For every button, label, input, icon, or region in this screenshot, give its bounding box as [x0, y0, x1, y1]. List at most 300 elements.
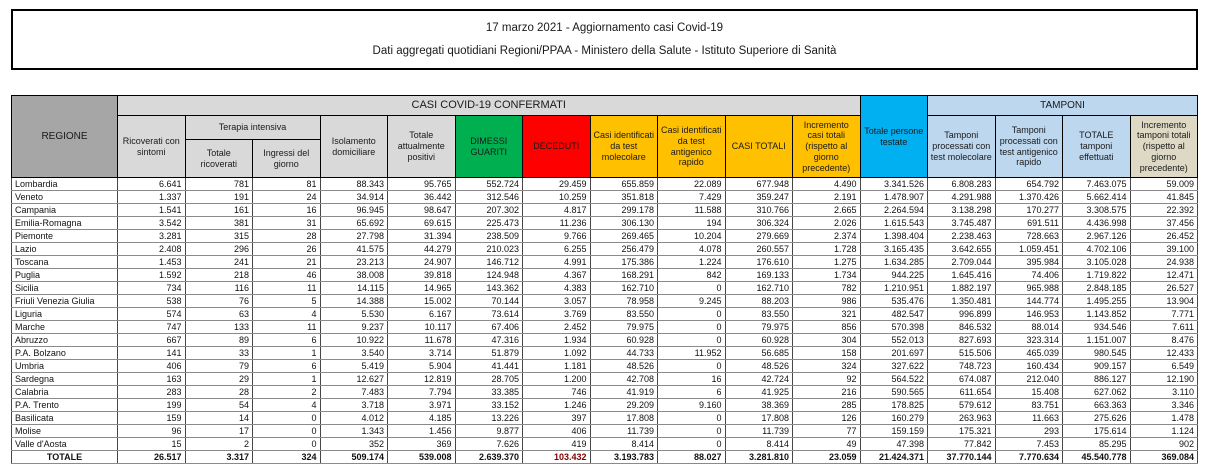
value-cell: 175.614 [1063, 425, 1131, 438]
table-header [12, 96, 1198, 178]
value-cell: 2.408 [118, 243, 186, 256]
value-cell: 4.012 [320, 412, 388, 425]
value-cell: 406 [118, 360, 186, 373]
value-cell: 2.264.594 [860, 204, 928, 217]
col-header-isolamento-domiciliare: Isolamento domiciliare [320, 116, 388, 178]
value-cell: 92 [793, 373, 861, 386]
value-cell: 6.167 [388, 308, 456, 321]
value-cell: 2.026 [793, 217, 861, 230]
value-cell: 11.739 [590, 425, 658, 438]
value-cell: 24.938 [1130, 256, 1198, 269]
value-cell: 69.615 [388, 217, 456, 230]
value-cell: 12.471 [1130, 269, 1198, 282]
value-cell: 89 [185, 334, 253, 347]
value-cell: 12.627 [320, 373, 388, 386]
value-cell: 11 [253, 321, 321, 334]
value-cell: 1.343 [320, 425, 388, 438]
value-cell: 17.808 [590, 412, 658, 425]
value-cell: 11 [253, 282, 321, 295]
value-cell: 296 [185, 243, 253, 256]
value-cell: 1.124 [1130, 425, 1198, 438]
value-cell: 934.546 [1063, 321, 1131, 334]
value-cell: 47.398 [860, 438, 928, 451]
value-cell: 1.478 [1130, 412, 1198, 425]
total-value-cell: 324 [253, 451, 321, 464]
value-cell: 260.557 [725, 243, 793, 256]
value-cell: 29.459 [523, 178, 591, 191]
value-cell: 3.110 [1130, 386, 1198, 399]
value-cell: 54 [185, 399, 253, 412]
value-cell: 579.612 [928, 399, 996, 412]
table-row [12, 412, 1198, 425]
value-cell: 88.014 [995, 321, 1063, 334]
value-cell: 515.506 [928, 347, 996, 360]
value-cell: 674.087 [928, 373, 996, 386]
value-cell: 10.117 [388, 321, 456, 334]
value-cell: 37.456 [1130, 217, 1198, 230]
value-cell: 7.429 [658, 191, 726, 204]
value-cell: 79.975 [590, 321, 658, 334]
value-cell: 88.343 [320, 178, 388, 191]
value-cell: 47.316 [455, 334, 523, 347]
value-cell: 7.483 [320, 386, 388, 399]
col-header-attualmente-positivi: Totale attualmente positivi [388, 116, 456, 178]
value-cell: 39.818 [388, 269, 456, 282]
value-cell: 4.367 [523, 269, 591, 282]
col-header-casi-test-molecolare: Casi identificati da test molecolare [590, 116, 658, 178]
value-cell: 143.362 [455, 282, 523, 295]
col-header-regione: REGIONE [12, 96, 118, 178]
table-row [12, 386, 1198, 399]
value-cell: 285 [793, 399, 861, 412]
value-cell: 279.669 [725, 230, 793, 243]
value-cell: 79.975 [725, 321, 793, 334]
value-cell: 1.634.285 [860, 256, 928, 269]
value-cell: 6.549 [1130, 360, 1198, 373]
value-cell: 73.614 [455, 308, 523, 321]
value-cell: 14.965 [388, 282, 456, 295]
value-cell: 5.530 [320, 308, 388, 321]
value-cell: 3.308.575 [1063, 204, 1131, 217]
total-value-cell: 509.174 [320, 451, 388, 464]
col-header-totale-ricoverati: Totale ricoverati [185, 140, 253, 178]
value-cell: 44.733 [590, 347, 658, 360]
value-cell: 126 [793, 412, 861, 425]
value-cell: 304 [793, 334, 861, 347]
value-cell: 1.275 [793, 256, 861, 269]
value-cell: 846.532 [928, 321, 996, 334]
value-cell: 13.904 [1130, 295, 1198, 308]
value-cell: 748.723 [928, 360, 996, 373]
value-cell: 564.522 [860, 373, 928, 386]
value-cell: 263.963 [928, 412, 996, 425]
value-cell: 986 [793, 295, 861, 308]
value-cell: 299.178 [590, 204, 658, 217]
value-cell: 9.877 [455, 425, 523, 438]
value-cell: 33.152 [455, 399, 523, 412]
value-cell: 3.165.435 [860, 243, 928, 256]
value-cell: 59.009 [1130, 178, 1198, 191]
value-cell: 95.765 [388, 178, 456, 191]
region-name: Liguria [12, 308, 118, 321]
value-cell: 395.984 [995, 256, 1063, 269]
value-cell: 369 [388, 438, 456, 451]
value-cell: 22.392 [1130, 204, 1198, 217]
value-cell: 17.808 [725, 412, 793, 425]
value-cell: 7.453 [995, 438, 1063, 451]
value-cell: 4.185 [388, 412, 456, 425]
value-cell: 351.818 [590, 191, 658, 204]
table-row [12, 256, 1198, 269]
value-cell: 0 [658, 308, 726, 321]
value-cell: 175.321 [928, 425, 996, 438]
col-header-ricoverati-con-sintomi: Ricoverati con sintomi [118, 116, 186, 178]
region-name: Sardegna [12, 373, 118, 386]
region-name: Molise [12, 425, 118, 438]
value-cell: 56.685 [725, 347, 793, 360]
value-cell: 1.092 [523, 347, 591, 360]
value-cell: 241 [185, 256, 253, 269]
value-cell: 359.247 [725, 191, 793, 204]
value-cell: 29 [185, 373, 253, 386]
value-cell: 5.662.414 [1063, 191, 1131, 204]
region-name: Basilicata [12, 412, 118, 425]
value-cell: 8.414 [590, 438, 658, 451]
value-cell: 178.825 [860, 399, 928, 412]
value-cell: 2.238.463 [928, 230, 996, 243]
value-cell: 1.615.543 [860, 217, 928, 230]
value-cell: 2.709.044 [928, 256, 996, 269]
value-cell: 11.739 [725, 425, 793, 438]
region-name: Toscana [12, 256, 118, 269]
total-row [12, 451, 1198, 464]
value-cell: 627.062 [1063, 386, 1131, 399]
value-cell: 28 [185, 386, 253, 399]
value-cell: 175.386 [590, 256, 658, 269]
col-header-tamponi-molecolare: Tamponi processati con test molecolare [928, 116, 996, 178]
total-value-cell: 3.281.810 [725, 451, 793, 464]
value-cell: 42.724 [725, 373, 793, 386]
region-name: Puglia [12, 269, 118, 282]
value-cell: 207.302 [455, 204, 523, 217]
value-cell: 611.654 [928, 386, 996, 399]
value-cell: 4.436.998 [1063, 217, 1131, 230]
value-cell: 2.452 [523, 321, 591, 334]
value-cell: 2.665 [793, 204, 861, 217]
value-cell: 535.476 [860, 295, 928, 308]
value-cell: 9.160 [658, 399, 726, 412]
value-cell: 13.226 [455, 412, 523, 425]
table-row [12, 347, 1198, 360]
value-cell: 352 [320, 438, 388, 451]
value-cell: 3.971 [388, 399, 456, 412]
value-cell: 0 [253, 412, 321, 425]
value-cell: 3.745.487 [928, 217, 996, 230]
total-value-cell: 3.193.783 [590, 451, 658, 464]
value-cell: 667 [118, 334, 186, 347]
value-cell: 5.904 [388, 360, 456, 373]
value-cell: 26.527 [1130, 282, 1198, 295]
value-cell: 17 [185, 425, 253, 438]
total-value-cell: 21.424.371 [860, 451, 928, 464]
value-cell: 210.023 [455, 243, 523, 256]
value-cell: 9.766 [523, 230, 591, 243]
value-cell: 406 [523, 425, 591, 438]
region-name: Abruzzo [12, 334, 118, 347]
value-cell: 996.899 [928, 308, 996, 321]
value-cell: 4.291.988 [928, 191, 996, 204]
total-value-cell: 539.008 [388, 451, 456, 464]
value-cell: 327.622 [860, 360, 928, 373]
value-cell: 24.907 [388, 256, 456, 269]
col-header-casi-test-antigenico: Casi identificati da test antigenico rapido [658, 116, 726, 178]
region-name: Emilia-Romagna [12, 217, 118, 230]
value-cell: 67.406 [455, 321, 523, 334]
region-name: Veneto [12, 191, 118, 204]
total-value-cell: 2.639.370 [455, 451, 523, 464]
col-header-dimessi-guariti: DIMESSI GUARITI [455, 116, 523, 178]
value-cell: 77 [793, 425, 861, 438]
value-cell: 570.398 [860, 321, 928, 334]
value-cell: 6.808.283 [928, 178, 996, 191]
value-cell: 6 [658, 386, 726, 399]
value-cell: 161 [185, 204, 253, 217]
value-cell: 7.794 [388, 386, 456, 399]
value-cell: 163 [118, 373, 186, 386]
value-cell: 324 [793, 360, 861, 373]
value-cell: 3.642.655 [928, 243, 996, 256]
value-cell: 31.394 [388, 230, 456, 243]
value-cell: 141 [118, 347, 186, 360]
value-cell: 4.078 [658, 243, 726, 256]
region-name: Umbria [12, 360, 118, 373]
value-cell: 7.463.075 [1063, 178, 1131, 191]
value-cell: 83.550 [590, 308, 658, 321]
value-cell: 201.697 [860, 347, 928, 360]
value-cell: 293 [995, 425, 1063, 438]
value-cell: 663.363 [1063, 399, 1131, 412]
value-cell: 0 [658, 334, 726, 347]
value-cell: 29.209 [590, 399, 658, 412]
value-cell: 1.734 [793, 269, 861, 282]
value-cell: 81 [253, 178, 321, 191]
value-cell: 79 [185, 360, 253, 373]
value-cell: 9.237 [320, 321, 388, 334]
value-cell: 14.388 [320, 295, 388, 308]
value-cell: 146.712 [455, 256, 523, 269]
value-cell: 160.434 [995, 360, 1063, 373]
value-cell: 691.511 [995, 217, 1063, 230]
region-name: Marche [12, 321, 118, 334]
value-cell: 1.592 [118, 269, 186, 282]
region-name: Calabria [12, 386, 118, 399]
value-cell: 11.952 [658, 347, 726, 360]
region-name: Friuli Venezia Giulia [12, 295, 118, 308]
value-cell: 782 [793, 282, 861, 295]
value-cell: 83.751 [995, 399, 1063, 412]
table-row [12, 321, 1198, 334]
value-cell: 85.295 [1063, 438, 1131, 451]
value-cell: 225.473 [455, 217, 523, 230]
value-cell: 1.478.907 [860, 191, 928, 204]
region-name: P.A. Trento [12, 399, 118, 412]
value-cell: 1.210.951 [860, 282, 928, 295]
value-cell: 0 [658, 360, 726, 373]
value-cell: 124.948 [455, 269, 523, 282]
value-cell: 1.645.416 [928, 269, 996, 282]
value-cell: 65.692 [320, 217, 388, 230]
value-cell: 306.130 [590, 217, 658, 230]
col-header-totale-tamponi: TOTALE tamponi effettuati [1063, 116, 1131, 178]
value-cell: 1.541 [118, 204, 186, 217]
value-cell: 146.953 [995, 308, 1063, 321]
value-cell: 12.433 [1130, 347, 1198, 360]
value-cell: 4 [253, 308, 321, 321]
value-cell: 41.575 [320, 243, 388, 256]
total-value-cell: 369.084 [1130, 451, 1198, 464]
value-cell: 465.039 [995, 347, 1063, 360]
value-cell: 1.246 [523, 399, 591, 412]
value-cell: 2.191 [793, 191, 861, 204]
value-cell: 60.928 [590, 334, 658, 347]
value-cell: 194 [658, 217, 726, 230]
value-cell: 1.151.007 [1063, 334, 1131, 347]
value-cell: 170.277 [995, 204, 1063, 217]
value-cell: 41.925 [725, 386, 793, 399]
report-date-line: 17 marzo 2021 - Aggiornamento casi Covid-19 [485, 22, 724, 34]
value-cell: 11.663 [995, 412, 1063, 425]
value-cell: 3.769 [523, 308, 591, 321]
value-cell: 781 [185, 178, 253, 191]
value-cell: 16 [658, 373, 726, 386]
table-row [12, 178, 1198, 191]
value-cell: 1.370.426 [995, 191, 1063, 204]
value-cell: 162.710 [725, 282, 793, 295]
value-cell: 60.928 [725, 334, 793, 347]
value-cell: 21 [253, 256, 321, 269]
value-cell: 677.948 [725, 178, 793, 191]
value-cell: 14.115 [320, 282, 388, 295]
value-cell: 27.798 [320, 230, 388, 243]
total-value-cell: 23.059 [793, 451, 861, 464]
value-cell: 33.385 [455, 386, 523, 399]
value-cell: 74.406 [995, 269, 1063, 282]
value-cell: 36.442 [388, 191, 456, 204]
value-cell: 38.008 [320, 269, 388, 282]
value-cell: 856 [793, 321, 861, 334]
value-cell: 0 [253, 425, 321, 438]
value-cell: 7.771 [1130, 308, 1198, 321]
group-header-casi-confermati: CASI COVID-19 CONFERMATI [118, 96, 861, 116]
value-cell: 4.991 [523, 256, 591, 269]
value-cell: 1.143.852 [1063, 308, 1131, 321]
value-cell: 39.100 [1130, 243, 1198, 256]
value-cell: 42.708 [590, 373, 658, 386]
value-cell: 842 [658, 269, 726, 282]
value-cell: 4.817 [523, 204, 591, 217]
value-cell: 9.245 [658, 295, 726, 308]
value-cell: 381 [185, 217, 253, 230]
value-cell: 6.255 [523, 243, 591, 256]
value-cell: 16 [253, 204, 321, 217]
col-header-tamponi-antigenico: Tamponi processati con test antigenico rapido [995, 116, 1063, 178]
region-name: Piemonte [12, 230, 118, 243]
value-cell: 538 [118, 295, 186, 308]
value-cell: 886.127 [1063, 373, 1131, 386]
table-row [12, 334, 1198, 347]
value-cell: 8.476 [1130, 334, 1198, 347]
value-cell: 590.565 [860, 386, 928, 399]
value-cell: 4.383 [523, 282, 591, 295]
value-cell: 655.859 [590, 178, 658, 191]
value-cell: 1.495.255 [1063, 295, 1131, 308]
value-cell: 1.719.822 [1063, 269, 1131, 282]
value-cell: 168.291 [590, 269, 658, 282]
value-cell: 323.314 [995, 334, 1063, 347]
value-cell: 1.398.404 [860, 230, 928, 243]
value-cell: 1 [253, 347, 321, 360]
value-cell: 909.157 [1063, 360, 1131, 373]
value-cell: 552.013 [860, 334, 928, 347]
value-cell: 4.702.106 [1063, 243, 1131, 256]
col-header-incremento-casi: Incremento casi totali (rispetto al giorno precedente) [793, 116, 861, 178]
value-cell: 0 [658, 438, 726, 451]
table-row [12, 191, 1198, 204]
value-cell: 269.465 [590, 230, 658, 243]
value-cell: 965.988 [995, 282, 1063, 295]
value-cell: 1.224 [658, 256, 726, 269]
group-header-terapia-intensiva: Terapia intensiva [185, 116, 320, 140]
value-cell: 31 [253, 217, 321, 230]
covid-data-table [11, 95, 1198, 464]
value-cell: 1.200 [523, 373, 591, 386]
table-row [12, 217, 1198, 230]
value-cell: 552.724 [455, 178, 523, 191]
table-row [12, 373, 1198, 386]
value-cell: 116 [185, 282, 253, 295]
value-cell: 747 [118, 321, 186, 334]
value-cell: 7.611 [1130, 321, 1198, 334]
value-cell: 12.190 [1130, 373, 1198, 386]
value-cell: 218 [185, 269, 253, 282]
total-value-cell: 26.517 [118, 451, 186, 464]
total-value-cell: 7.770.634 [995, 451, 1063, 464]
value-cell: 158 [793, 347, 861, 360]
value-cell: 15.408 [995, 386, 1063, 399]
value-cell: 2.374 [793, 230, 861, 243]
value-cell: 22.089 [658, 178, 726, 191]
value-cell: 162.710 [590, 282, 658, 295]
table-row [12, 360, 1198, 373]
value-cell: 11.236 [523, 217, 591, 230]
value-cell: 14 [185, 412, 253, 425]
value-cell: 49 [793, 438, 861, 451]
value-cell: 3.138.298 [928, 204, 996, 217]
value-cell: 1 [253, 373, 321, 386]
value-cell: 1.350.481 [928, 295, 996, 308]
total-value-cell: 45.540.778 [1063, 451, 1131, 464]
value-cell: 734 [118, 282, 186, 295]
value-cell: 51.879 [455, 347, 523, 360]
value-cell: 238.509 [455, 230, 523, 243]
value-cell: 728.663 [995, 230, 1063, 243]
value-cell: 11.678 [388, 334, 456, 347]
value-cell: 6 [253, 360, 321, 373]
value-cell: 169.133 [725, 269, 793, 282]
value-cell: 283 [118, 386, 186, 399]
value-cell: 3.542 [118, 217, 186, 230]
value-cell: 827.693 [928, 334, 996, 347]
